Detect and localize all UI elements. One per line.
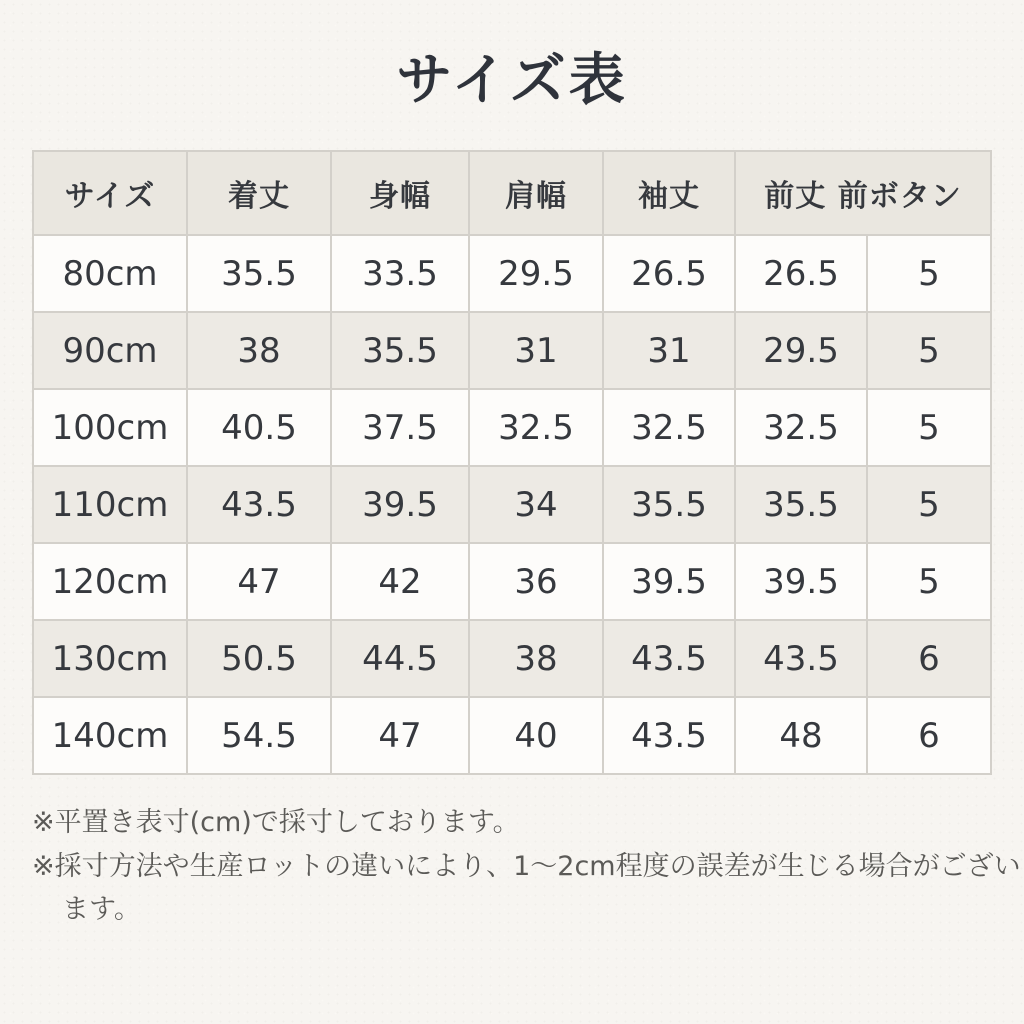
table-row-110cm [33,466,991,543]
data-cell: 43.5 [603,697,735,774]
data-cell: 54.5 [187,697,331,774]
data-cell: 42 [331,543,469,620]
data-cell: 43.5 [187,466,331,543]
table-row-120cm [33,543,991,620]
header-front-length-buttons: 前丈 前ボタン [735,151,991,235]
data-cell: 26.5 [603,235,735,312]
data-cell: 43.5 [735,620,867,697]
data-cell: 32.5 [603,389,735,466]
note-tolerance-line2: ます。 [62,894,141,926]
size-cell: 80cm [33,235,187,312]
header-size: サイズ [33,151,187,235]
data-cell: 35.5 [331,312,469,389]
size-cell: 130cm [33,620,187,697]
header-sleeve-length: 袖丈 [603,151,735,235]
data-cell: 5 [867,466,991,543]
data-cell: 33.5 [331,235,469,312]
measurement-notes [32,801,1024,932]
size-cell: 90cm [33,312,187,389]
data-cell: 6 [867,697,991,774]
data-cell: 34 [469,466,603,543]
data-cell: 26.5 [735,235,867,312]
data-cell: 35.5 [603,466,735,543]
note-flat-measurement: ※平置き表寸(cm)で採寸しております。 [32,807,520,838]
size-cell: 110cm [33,466,187,543]
data-cell: 47 [187,543,331,620]
data-cell: 35.5 [735,466,867,543]
data-cell: 40.5 [187,389,331,466]
size-cell: 140cm [33,697,187,774]
size-cell: 120cm [33,543,187,620]
data-cell: 31 [469,312,603,389]
data-cell: 36 [469,543,603,620]
data-cell: 38 [469,620,603,697]
data-cell: 43.5 [603,620,735,697]
data-cell: 40 [469,697,603,774]
table-row-80cm [33,235,991,312]
data-cell: 6 [867,620,991,697]
data-cell: 48 [735,697,867,774]
table-row-100cm [33,389,991,466]
header-row [33,151,991,235]
data-cell: 39.5 [603,543,735,620]
header-body-width: 身幅 [331,151,469,235]
note-tolerance-line1: ※採寸方法や生産ロットの違いにより、1〜2cm程度の誤差が生じる場合がござい [32,850,1021,882]
data-cell: 29.5 [735,312,867,389]
data-cell: 32.5 [469,389,603,466]
data-cell: 32.5 [735,389,867,466]
data-cell: 44.5 [331,620,469,697]
data-cell: 39.5 [735,543,867,620]
data-cell: 5 [867,389,991,466]
data-cell: 39.5 [331,466,469,543]
data-cell: 29.5 [469,235,603,312]
data-cell: 31 [603,312,735,389]
table-row-140cm [33,697,991,774]
data-cell: 38 [187,312,331,389]
data-cell: 37.5 [331,389,469,466]
header-length: 着丈 [187,151,331,235]
data-cell: 47 [331,697,469,774]
size-chart-table [32,150,992,775]
page-title: サイズ表 [396,48,628,113]
header-shoulder-width: 肩幅 [469,151,603,235]
table-row-130cm [33,620,991,697]
data-cell: 35.5 [187,235,331,312]
data-cell: 5 [867,312,991,389]
data-cell: 5 [867,543,991,620]
data-cell: 50.5 [187,620,331,697]
size-cell: 100cm [33,389,187,466]
data-cell: 5 [867,235,991,312]
table-row-90cm [33,312,991,389]
